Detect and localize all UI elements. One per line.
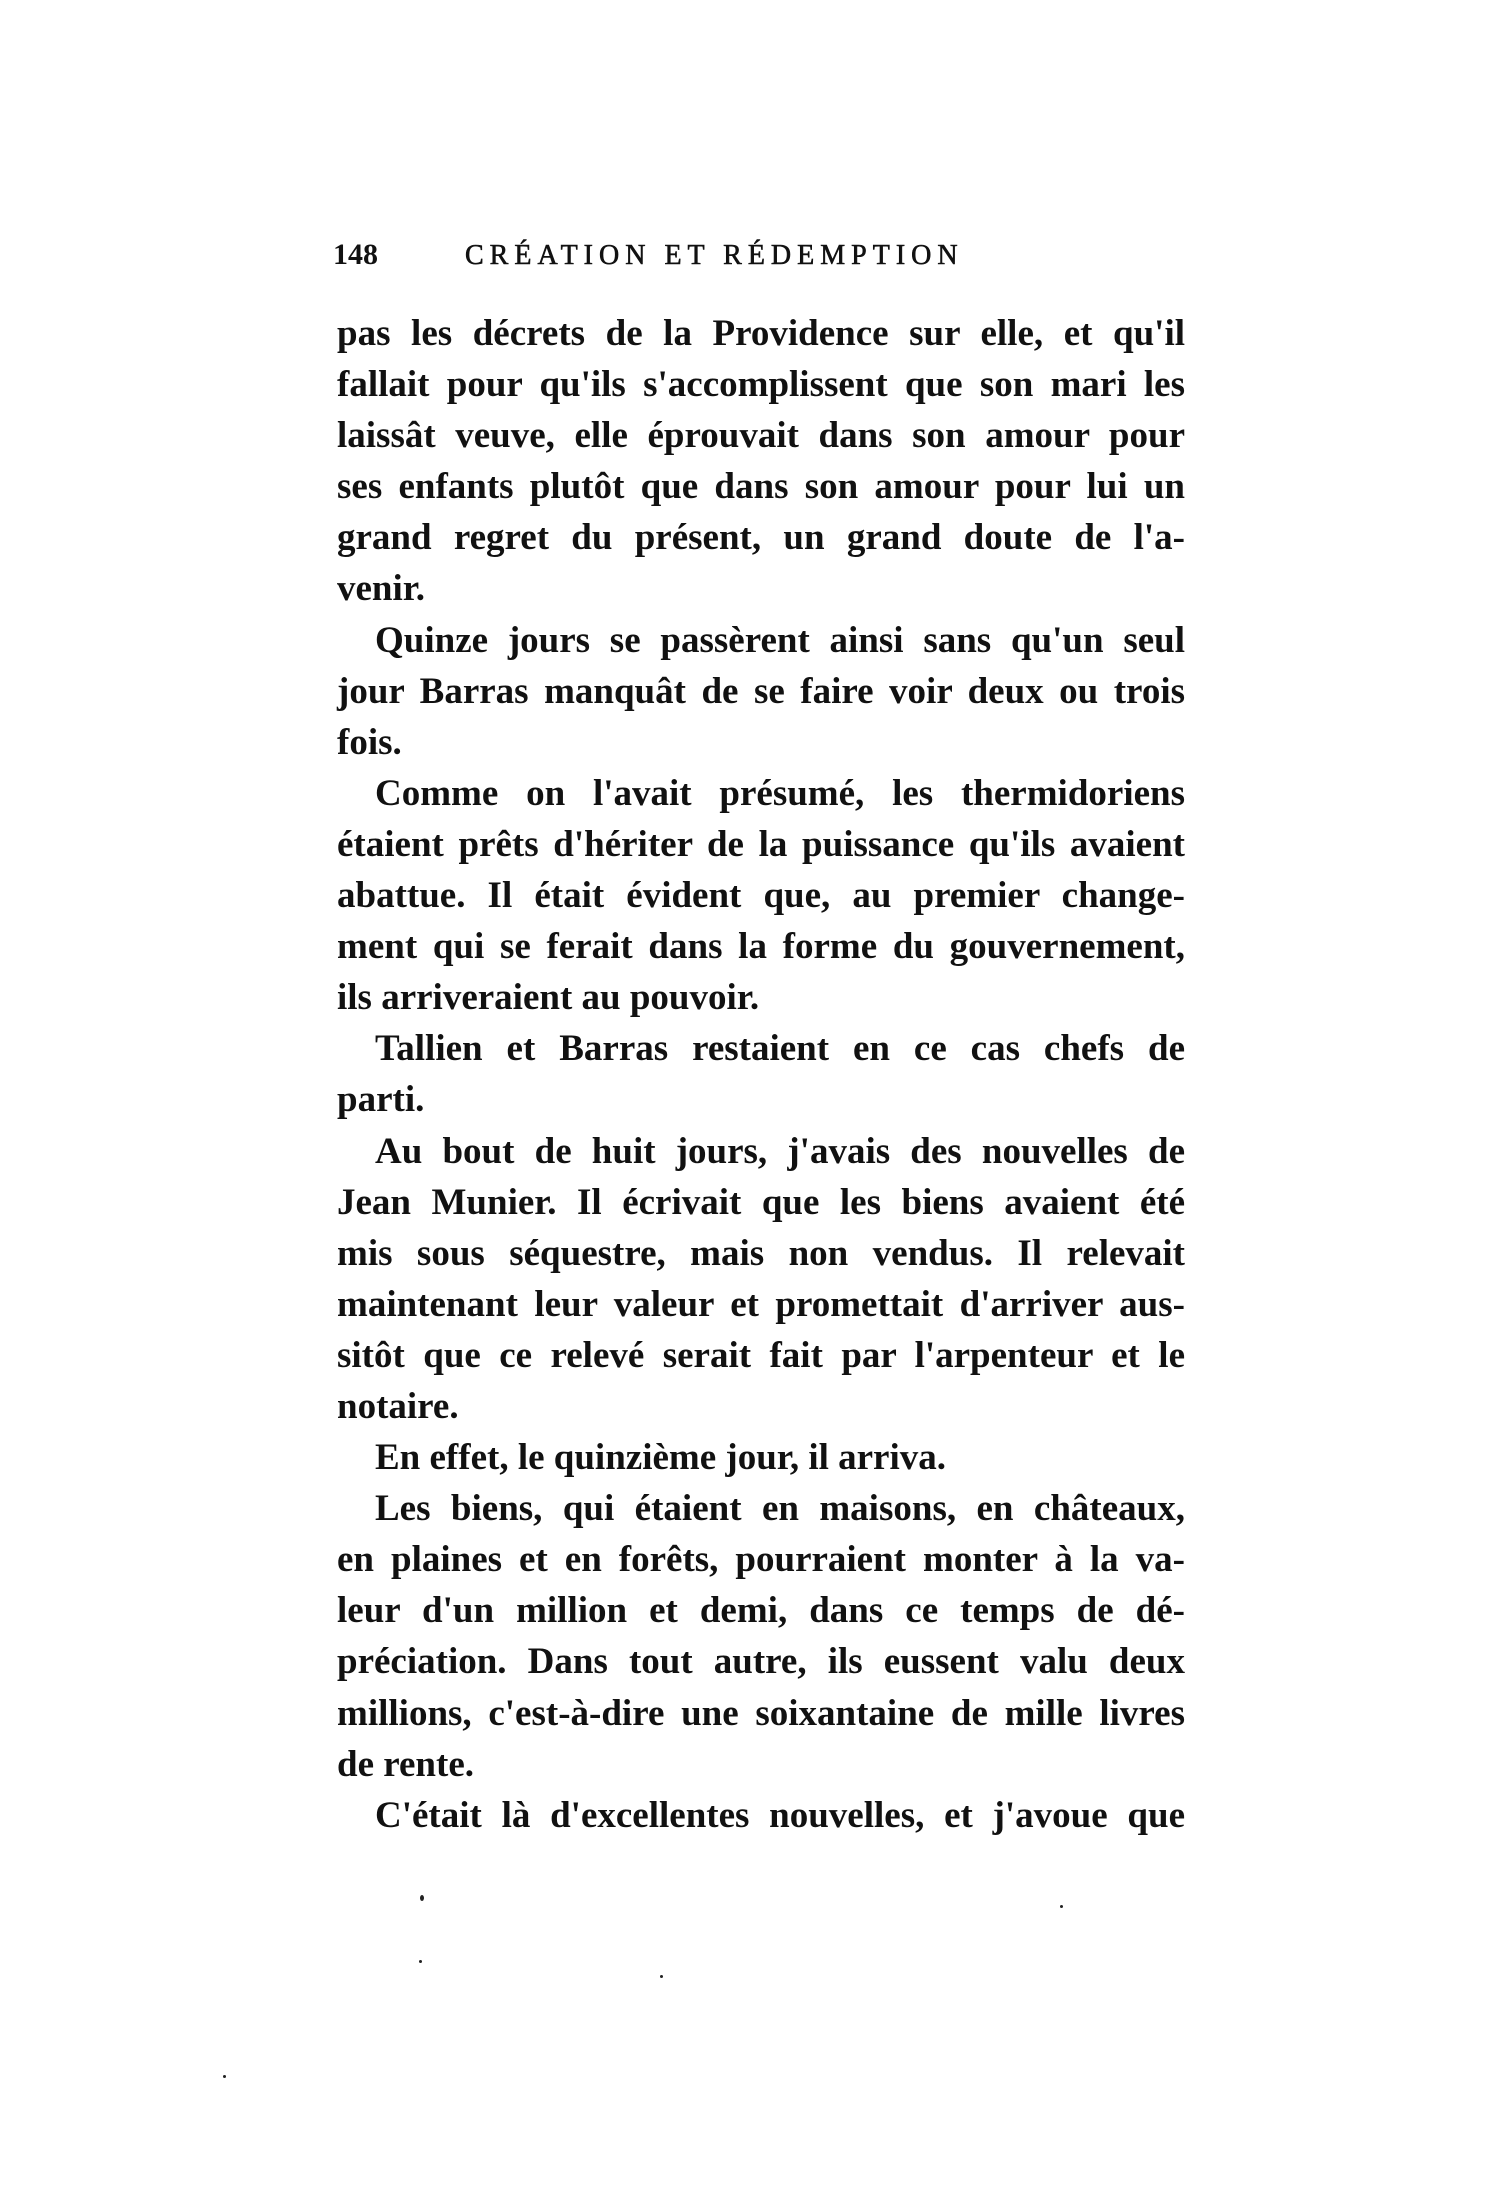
text-line: Au bout de huit jours, j'avais des nouvelles de bbox=[375, 1130, 1185, 1172]
paragraph bbox=[337, 1126, 1185, 1433]
text-line: Les biens, qui étaient en maisons, en châteaux, bbox=[375, 1488, 1185, 1530]
text-line: maintenant leur valeur et promettait d'arriver aus- bbox=[337, 1283, 1185, 1325]
page-number: 148 bbox=[333, 238, 378, 271]
text-line: venir. bbox=[337, 568, 426, 610]
text-line: laissât veuve, elle éprouvait dans son amour pour bbox=[337, 415, 1185, 457]
scan-speck bbox=[419, 1960, 422, 1963]
text-line: leur d'un million et demi, dans ce temps de dé- bbox=[337, 1590, 1185, 1632]
text-line: grand regret du présent, un grand doute de l'a- bbox=[337, 517, 1185, 559]
paragraph bbox=[337, 768, 1185, 1023]
page-body-text bbox=[337, 308, 1185, 1841]
text-line: étaient prêts d'hériter de la puissance qu'ils avaient bbox=[337, 823, 1185, 865]
text-line: Comme on l'avait présumé, les thermidoriens bbox=[375, 772, 1185, 814]
text-line: fois. bbox=[337, 721, 402, 763]
text-line: C'était là d'excellentes nouvelles, et j'avoue que bbox=[375, 1794, 1185, 1836]
running-title: CRÉATION ET RÉDEMPTION bbox=[465, 240, 964, 271]
paragraph bbox=[337, 1483, 1185, 1790]
text-line: fallait pour qu'ils s'accomplissent que son mari les bbox=[337, 364, 1185, 406]
text-line: jour Barras manquât de se faire voir deux ou trois bbox=[337, 670, 1185, 712]
paragraph bbox=[337, 1023, 1185, 1125]
running-header bbox=[333, 238, 1093, 278]
text-line: mis sous séquestre, mais non vendus. Il relevait bbox=[337, 1232, 1185, 1274]
scan-speck bbox=[660, 1975, 663, 1978]
text-line: Quinze jours se passèrent ainsi sans qu'un seul bbox=[375, 619, 1185, 661]
text-line: ses enfants plutôt que dans son amour pour lui un bbox=[337, 466, 1185, 508]
text-line: Jean Munier. Il écrivait que les biens avaient été bbox=[337, 1181, 1185, 1223]
text-line: pas les décrets de la Providence sur elle, et qu'il bbox=[337, 313, 1185, 354]
text-line: ment qui se ferait dans la forme du gouvernement, bbox=[337, 926, 1185, 968]
paragraph bbox=[337, 1432, 1185, 1483]
scan-speck bbox=[420, 1895, 424, 1901]
scan-speck bbox=[223, 2075, 226, 2078]
text-line: en plaines et en forêts, pourraient monter à la va- bbox=[337, 1539, 1185, 1581]
text-line: parti. bbox=[337, 1079, 425, 1121]
text-line: préciation. Dans tout autre, ils eussent valu deux bbox=[337, 1641, 1185, 1683]
text-line: notaire. bbox=[337, 1385, 459, 1427]
text-line: sitôt que ce relevé serait fait par l'arpenteur et le bbox=[337, 1334, 1185, 1376]
paragraph bbox=[337, 308, 1185, 615]
scan-speck bbox=[1060, 1905, 1063, 1908]
paragraph bbox=[337, 615, 1185, 768]
paragraph bbox=[337, 1790, 1185, 1841]
text-line: Tallien et Barras restaient en ce cas chefs de bbox=[375, 1028, 1185, 1070]
text-line: millions, c'est-à-dire une soixantaine de mille livres bbox=[337, 1692, 1185, 1734]
text-line: ils arriveraient au pouvoir. bbox=[337, 977, 760, 1019]
text-line: abattue. Il était évident que, au premier change- bbox=[337, 875, 1185, 917]
text-line: En effet, le quinzième jour, il arriva. bbox=[375, 1437, 947, 1479]
text-line: de rente. bbox=[337, 1743, 474, 1785]
